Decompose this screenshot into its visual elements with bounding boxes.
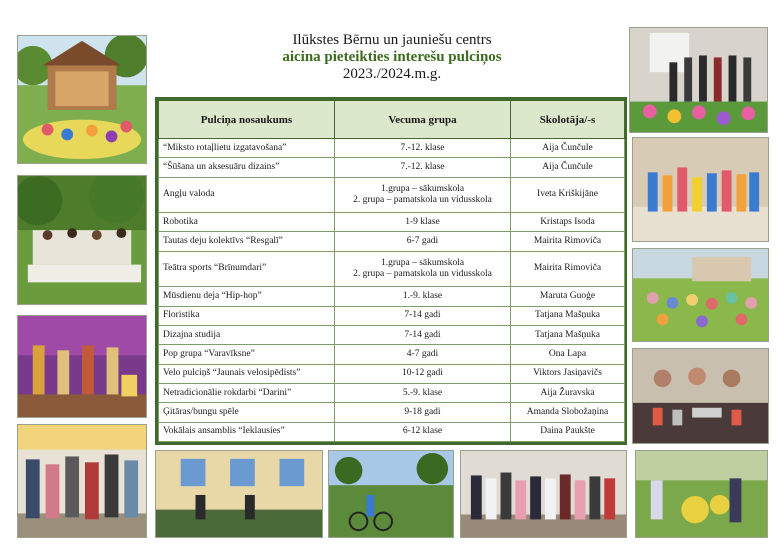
club-teacher: Kristaps Isoda xyxy=(511,213,625,232)
club-name: Floristika xyxy=(159,306,335,325)
table-row xyxy=(159,232,625,251)
photo-crafts-table xyxy=(632,348,769,444)
club-name: Ģitāras/bungu spēle xyxy=(159,403,335,422)
club-teacher: Daina Paukšte xyxy=(511,422,625,441)
club-age-line: 1.grupa – sākumskola xyxy=(380,183,465,194)
table-row xyxy=(159,139,625,158)
table-row xyxy=(159,325,625,344)
club-age-line: 1.grupa – sākumskola xyxy=(380,257,465,268)
col-header-teacher: Skolotāja/-s xyxy=(511,101,625,139)
club-age: 5.-9. klase xyxy=(335,383,511,402)
photo-stage-performance xyxy=(17,315,147,418)
table-row xyxy=(159,422,625,441)
col-header-name: Pulciņa nosaukums xyxy=(159,101,335,139)
photo-group-hall xyxy=(460,450,627,538)
club-age: 6-7 gadi xyxy=(335,232,511,251)
club-name: Mūsdienu deja “Hip-hop” xyxy=(159,287,335,306)
table-row xyxy=(159,383,625,402)
photo-gazebo-children xyxy=(17,35,147,164)
club-teacher: Amanda Slobožaņina xyxy=(511,403,625,422)
club-name: Teātra sports “Brīnumdari” xyxy=(159,251,335,286)
club-name: Vokālais ansamblis “Ieklausies” xyxy=(159,422,335,441)
clubs-table xyxy=(155,97,627,445)
club-name: Pop grupa “Varavīksne” xyxy=(159,345,335,364)
club-name: Tautas deju kolektīvs “Resgalī” xyxy=(159,232,335,251)
table-row xyxy=(159,364,625,383)
table-row xyxy=(159,177,625,212)
photo-children-stairs xyxy=(632,137,769,242)
photo-choir-flowers xyxy=(629,27,768,133)
club-age: 7-14 gadi xyxy=(335,306,511,325)
club-age: 9-18 gadi xyxy=(335,403,511,422)
table-row xyxy=(159,158,625,177)
photo-garden-activity xyxy=(635,450,768,538)
club-age: 6-12 klase xyxy=(335,422,511,441)
club-teacher: Iveta Kriškijāne xyxy=(511,177,625,212)
table-row xyxy=(159,403,625,422)
club-name: Dizajna studija xyxy=(159,325,335,344)
club-teacher: Aija Čunčule xyxy=(511,158,625,177)
club-age xyxy=(335,251,511,286)
club-teacher: Tatjana Mašņuka xyxy=(511,306,625,325)
club-age: 7.-12. klase xyxy=(335,158,511,177)
club-teacher: Aija Čunčule xyxy=(511,139,625,158)
invitation-subtitle: aicina pieteikties interešu pulciņos xyxy=(282,49,502,65)
club-teacher: Aija Žuravska xyxy=(511,383,625,402)
school-year: 2023./2024.m.g. xyxy=(342,66,442,82)
club-age: 7-14 gadi xyxy=(335,325,511,344)
club-name: Netradicionālie rokdarbi “Darini” xyxy=(159,383,335,402)
club-age: 1.-9. klase xyxy=(335,287,511,306)
organization-title: Ilūkstes Bērnu un jauniešu centrs xyxy=(292,32,492,48)
club-teacher: Viktors Jasiņavičs xyxy=(511,364,625,383)
club-name: “Miksto rotaļlietu izgatavošana” xyxy=(159,139,335,158)
photo-cycling xyxy=(328,450,454,538)
club-age: 7.-12. klase xyxy=(335,139,511,158)
table-row xyxy=(159,213,625,232)
table-header-row xyxy=(159,101,625,139)
table-row xyxy=(159,287,625,306)
club-age: 4-7 gadi xyxy=(335,345,511,364)
table-row xyxy=(159,251,625,286)
club-name: Robotika xyxy=(159,213,335,232)
photo-group-indoor xyxy=(17,424,147,538)
club-name: Angļu valoda xyxy=(159,177,335,212)
club-age: 10-12 gadi xyxy=(335,364,511,383)
club-teacher: Maruta Guoģe xyxy=(511,287,625,306)
club-name: “Šūšana un aksesuāru dizains” xyxy=(159,158,335,177)
club-age xyxy=(335,177,511,212)
table-row xyxy=(159,306,625,325)
club-age: 1-9 klase xyxy=(335,213,511,232)
club-teacher: Tatjana Mašņuka xyxy=(511,325,625,344)
club-teacher: Ona Lapa xyxy=(511,345,625,364)
page-header xyxy=(157,32,627,83)
photo-children-yard xyxy=(632,248,769,342)
club-teacher: Mairita Rimoviča xyxy=(511,251,625,286)
photo-building-music xyxy=(155,450,323,538)
club-name: Velo pulciņš “Jaunais velosipēdists” xyxy=(159,364,335,383)
club-age-line: 2. grupa – pamatskola un vidusskola xyxy=(353,268,492,279)
col-header-age: Vecuma grupa xyxy=(335,101,511,139)
club-age-line: 2. grupa – pamatskola un vidusskola xyxy=(353,194,492,205)
table-row xyxy=(159,345,625,364)
club-teacher: Mairita Rimoviča xyxy=(511,232,625,251)
photo-outdoor-group xyxy=(17,175,147,305)
